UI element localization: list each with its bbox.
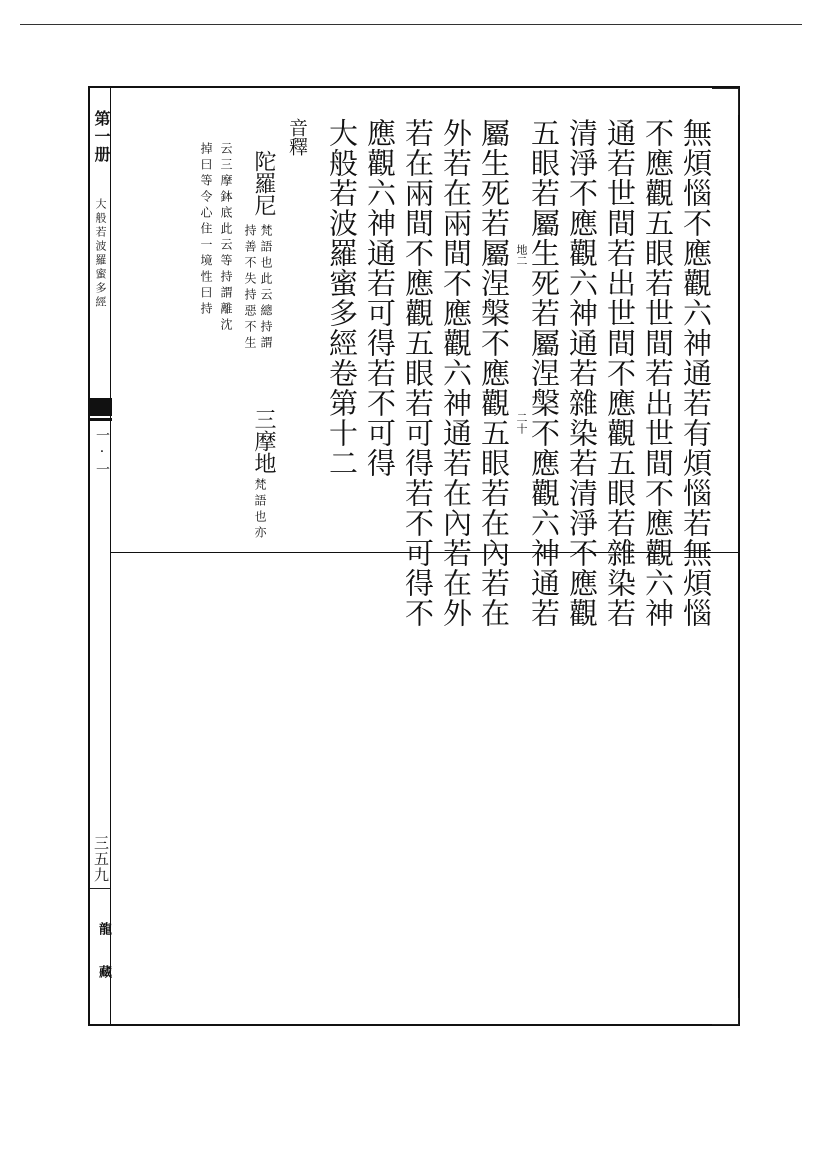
glossary-term-samadhi: 三摩地 <box>251 408 276 474</box>
fascicle-end-title: 大般若波羅蜜多經卷第十二 <box>325 118 359 478</box>
sutra-title: 大般若波羅蜜多經 <box>94 198 107 310</box>
glossary-note-samadhi: 梵語也亦 <box>253 478 267 542</box>
page-marker-top: 地二 <box>515 244 528 266</box>
text-column-7: 外若在兩間不應觀六神通若在內若在外 <box>439 118 473 628</box>
imprint-label: 龍藏 <box>96 922 111 1008</box>
glossary-heading: 音釋 <box>286 118 308 156</box>
volume-label: 第一册 <box>92 110 111 164</box>
glossary-term-dharani: 陀羅尼 <box>251 150 276 216</box>
glossary-continuation-2: 掉曰等令心住一境性曰持 <box>199 142 213 318</box>
text-column-3: 通若世間若出世間不應觀五眼若雜染若 <box>603 118 637 628</box>
text-column-1: 無煩惱不應觀六神通若有煩惱若無煩惱 <box>679 118 713 628</box>
page-number: 三五九 <box>92 835 110 883</box>
glossary-continuation-1: 云三摩鉢底此云等持謂離沈 <box>219 142 233 334</box>
text-column-8: 若在兩間不應觀五眼若可得若不可得不 <box>401 118 435 628</box>
text-column-2: 不應觀五眼若世間若出世間不應觀六神 <box>641 118 675 628</box>
corner-ornament-top-right <box>712 88 739 115</box>
corner-ornament-bottom-right <box>712 998 739 1025</box>
top-rule <box>20 24 802 25</box>
glossary-note-dharani-1: 梵語也此云總持謂 <box>259 224 273 352</box>
text-column-4: 清淨不應觀六神通若雜染若清淨不應觀 <box>565 118 599 628</box>
text-column-5: 五眼若屬生死若屬涅槃不應觀六神通若 <box>527 118 561 628</box>
page-marker-bottom: 二十 <box>515 412 528 434</box>
text-column-9: 應觀六神通若可得若不可得 <box>363 118 397 478</box>
text-column-6: 屬生死若屬涅槃不應觀五眼若在內若在 <box>477 118 511 628</box>
glossary-note-dharani-2: 持善不失持惡不生 <box>243 224 257 352</box>
section-number: 一·一 <box>94 428 110 478</box>
